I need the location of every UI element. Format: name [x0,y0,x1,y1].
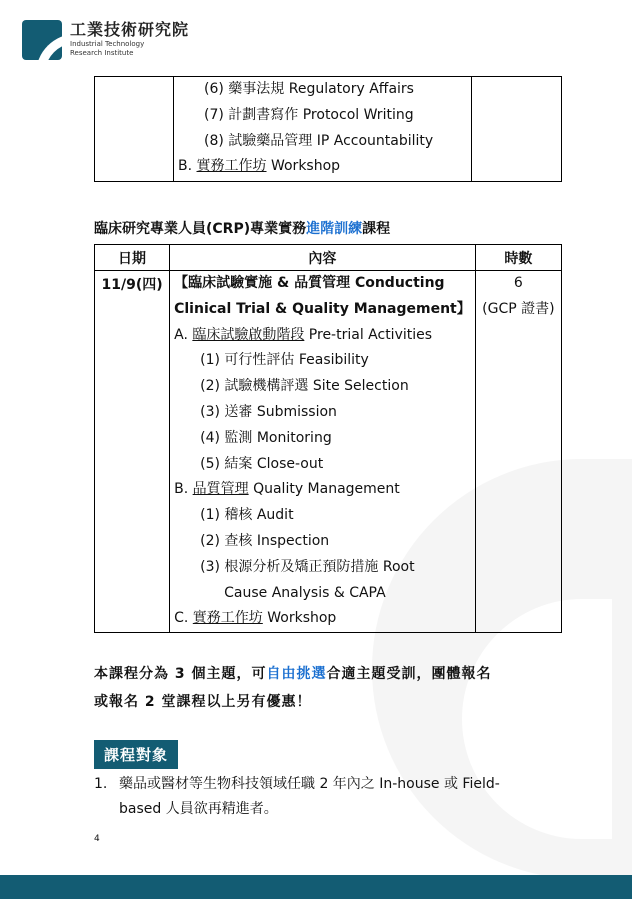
section-c-prefix: C. [174,610,189,627]
section-b-cn: 品質管理 [192,481,249,498]
hours-cell [475,271,561,633]
item-line-2: based 人員欲再精進者。 [119,801,278,817]
section-a-en: Pre-trial Activities [308,326,433,343]
logo-text [70,20,189,58]
date-cell [95,77,174,182]
section-b-en: Quality Management [253,481,400,498]
course-title-1: 【臨床試驗實施 & 品質管理 Conducting [174,275,445,291]
footer-bar [0,875,632,899]
content-cell [174,77,472,182]
section-a-cn: 臨床試驗啟動階段 [192,326,305,343]
course-date: 11/9(四) [101,277,163,293]
list-item: (7) 計劃書寫作 Protocol Writing [204,106,414,123]
item-number: 1. [94,776,108,792]
course-table-continued [94,76,562,182]
section-c-cn: 實務工作坊 [192,610,263,627]
note-text: 合適主題受訓，團體報名 [326,666,492,682]
logo-name-en-2: Research Institute [70,49,134,57]
section-b [174,477,471,503]
list-item: (3) 送審 Submission [200,403,337,420]
header-hours: 時數 [475,245,561,271]
list-item: (6) 藥事法規 Regulatory Affairs [204,81,414,97]
advanced-course-table [94,244,562,633]
itri-logo-icon [22,20,62,60]
list-item: (4) 監測 Monitoring [200,429,332,446]
table-header-row [95,245,562,271]
table-row [95,271,562,633]
list-item: (8) 試驗藥品管理 IP Accountability [204,132,434,149]
section-a-prefix: A. [174,326,188,343]
hours-cell [471,77,561,182]
note-line-1 [94,660,492,688]
section-a [174,323,471,349]
table-row [95,77,562,182]
list-item: (1) 稽核 Audit [200,507,294,524]
content-cell [170,271,476,633]
section-c [174,606,471,632]
workshop-en: Workshop [270,158,341,175]
logo-name-cn: 工業技術研究院 [70,20,190,39]
note-highlight: 自由挑選 [266,666,327,682]
workshop-cn: 實務工作坊 [196,158,267,175]
list-item-continued: Cause Analysis & CAPA [224,584,386,601]
title-highlight: 進階訓練 [306,221,363,237]
itri-header [22,20,189,60]
course-hours-note: (GCP 證書) [482,300,555,317]
note-text: 本課程分為 3 個主題，可 [94,666,267,682]
header-content: 內容 [170,245,476,271]
date-cell [95,271,170,633]
audience-heading: 課程對象 [94,740,178,769]
list-item: (2) 試驗機構評選 Site Selection [200,378,409,395]
list-item: (2) 查核 Inspection [200,532,330,549]
section-c-en: Workshop [267,610,337,627]
section-b-prefix: B. [174,481,189,498]
list-item: (3) 根源分析及矯正預防措施 Root [200,558,415,575]
note-line-2: 或報名 2 堂課程以上另有優惠！ [94,694,312,710]
course-hours: 6 [513,275,523,291]
audience-item [94,772,534,822]
title-part: 臨床研究專業人員(CRP)專業實務 [94,221,307,237]
list-item: (5) 結案 Close-out [200,455,324,472]
page-number: 4 [94,834,100,844]
course-title-2: Clinical Trial & Quality Management】 [174,300,471,317]
course-note [94,660,492,716]
item-line-1: 藥品或醫材等生物科技領域任職 2 年內之 In-house 或 Field- [119,776,500,792]
workshop-prefix: B. [178,158,193,175]
section-title [94,218,390,238]
workshop-line [178,154,467,180]
logo-name-en-1: Industrial Technology [70,40,145,48]
list-item: (1) 可行性評估 Feasibility [200,352,369,369]
title-part: 課程 [362,221,391,237]
header-date: 日期 [95,245,170,271]
